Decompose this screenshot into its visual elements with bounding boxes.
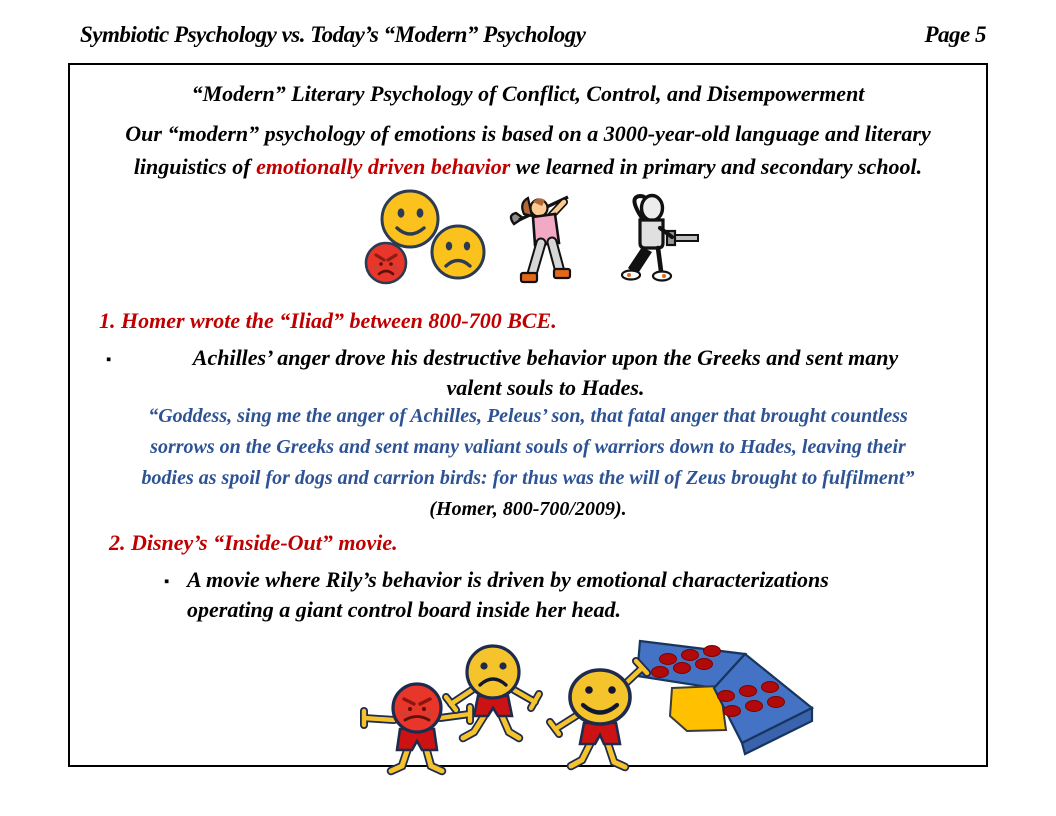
woman-golfing-icon bbox=[506, 189, 588, 289]
section1-bullet-line1: Achilles’ anger drove his destructive behavior upon the Greeks and sent many bbox=[192, 345, 899, 370]
intro-line2-post: we learned in primary and secondary school. bbox=[510, 154, 923, 179]
section2-heading: 2. Disney’s “Inside-Out” movie. bbox=[109, 530, 398, 555]
page-header bbox=[80, 22, 986, 48]
intro-line1: Our “modern” psychology of emotions is based on a 3000-year-old language and literary bbox=[125, 121, 931, 146]
homer-quote bbox=[70, 401, 986, 525]
section2-bullet-line1: A movie where Rily’s behavior is driven by emotional characterizations bbox=[187, 567, 829, 592]
section1-bullet bbox=[70, 343, 986, 403]
bullet-square-icon: ▪ bbox=[164, 574, 170, 590]
emotion-faces-cluster-icon bbox=[357, 187, 492, 289]
content-frame bbox=[68, 63, 988, 767]
anger-character-icon bbox=[364, 684, 470, 771]
joy-character-icon bbox=[550, 661, 647, 767]
intro-paragraph bbox=[70, 117, 986, 183]
section1-heading: 1. Homer wrote the “Iliad” between 800-700 BCE. bbox=[99, 308, 557, 333]
control-board-icon bbox=[637, 641, 812, 754]
page-number: Page 5 bbox=[924, 22, 986, 47]
document-title: “Modern” Literary Psychology of Conflict, Control, and Disempowerment bbox=[191, 81, 865, 106]
smiley-face-icon bbox=[382, 191, 438, 247]
inside-out-illustration bbox=[342, 628, 818, 780]
quote-citation: (Homer, 800-700/2009). bbox=[429, 498, 627, 520]
bullet-square-icon: ▪ bbox=[106, 352, 112, 368]
fencer-icon bbox=[602, 191, 699, 289]
header-title: Symbiotic Psychology vs. Today’s “Modern” Psychology bbox=[80, 22, 586, 47]
quote-line1: “Goddess, sing me the anger of Achilles, Peleus’ son, that fatal anger that brought countless bbox=[148, 405, 908, 427]
quote-line3: bodies as spoil for dogs and carrion birds: for thus was the will of Zeus brought to fulfilment” bbox=[141, 467, 915, 489]
emotion-emoji-row bbox=[70, 185, 986, 289]
angry-face-icon bbox=[366, 243, 406, 283]
frowning-face-icon bbox=[432, 226, 484, 278]
section2-bullet bbox=[70, 565, 966, 625]
sadness-character-icon bbox=[446, 646, 539, 738]
section2-bullet-line2: operating a giant control board inside her head. bbox=[187, 597, 621, 622]
section1-bullet-line2: valent souls to Hades. bbox=[446, 375, 645, 400]
intro-line2-emphasis: emotionally driven behavior bbox=[256, 154, 511, 179]
intro-line2-pre: linguistics of bbox=[133, 154, 257, 179]
quote-line2: sorrows on the Greeks and sent many valiant souls of warriors down to Hades, leaving their bbox=[150, 436, 906, 458]
